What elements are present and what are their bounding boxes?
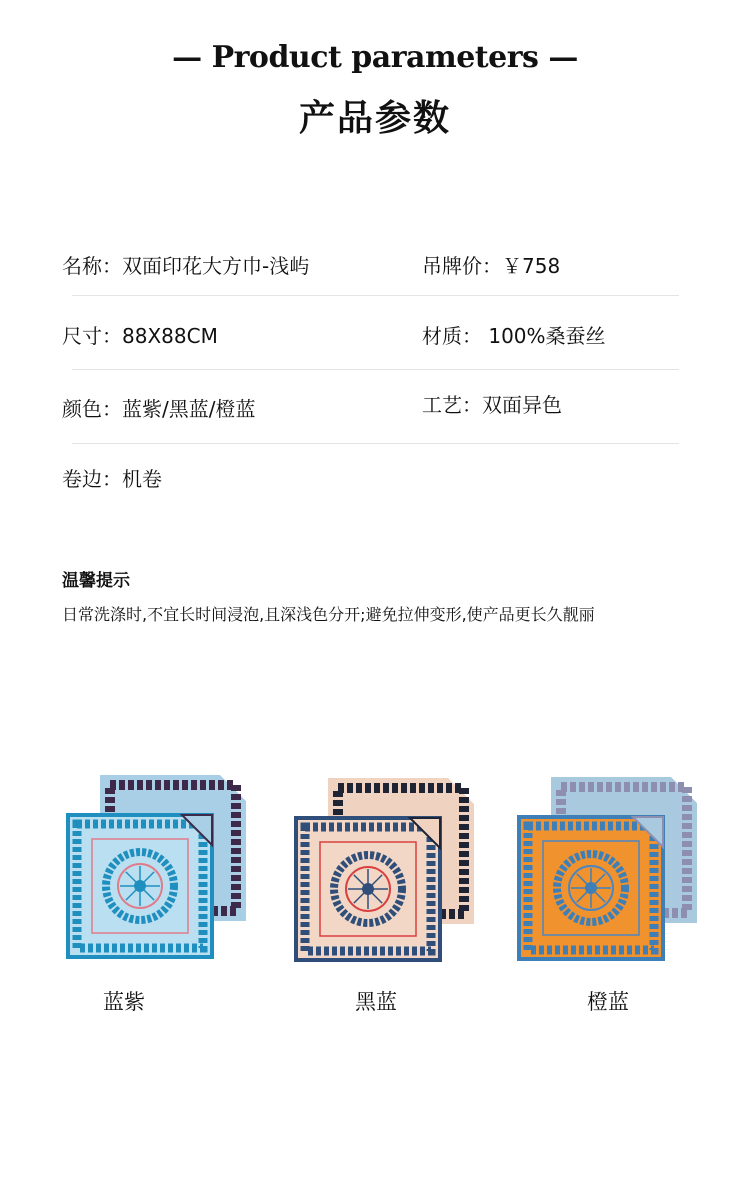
tips-body: 日常洗涤时,不宜长时间浸泡,且深浅色分开;避免拉伸变形,使产品更长久靓丽 <box>62 605 595 624</box>
param-color: 颜色：蓝紫/黑蓝/橙蓝 <box>62 397 256 421</box>
swatch-label: 橙蓝 <box>587 990 629 1014</box>
divider <box>72 443 679 444</box>
tips-title: 温馨提示 <box>62 571 130 591</box>
divider <box>72 295 679 296</box>
param-size: 尺寸：88X88CM <box>62 324 218 348</box>
swatch-label: 蓝紫 <box>103 990 145 1014</box>
param-name: 名称：双面印花大方巾-浅屿 <box>62 254 310 278</box>
param-material: 材质： 100%桑蚕丝 <box>422 324 606 348</box>
divider <box>72 369 679 370</box>
param-hem: 卷边：机卷 <box>62 467 162 491</box>
title-english: — Product parameters — <box>172 40 578 75</box>
param-price: 吊牌价：￥758 <box>422 254 561 278</box>
scarf-swatch-blue-purple[interactable] <box>66 775 250 961</box>
scarf-swatch-orange-blue[interactable] <box>517 777 701 963</box>
swatch-label: 黑蓝 <box>355 990 397 1014</box>
scarf-swatch-black-blue[interactable] <box>294 778 478 964</box>
param-craft: 工艺：双面异色 <box>422 393 562 417</box>
title-chinese: 产品参数 <box>298 97 451 139</box>
